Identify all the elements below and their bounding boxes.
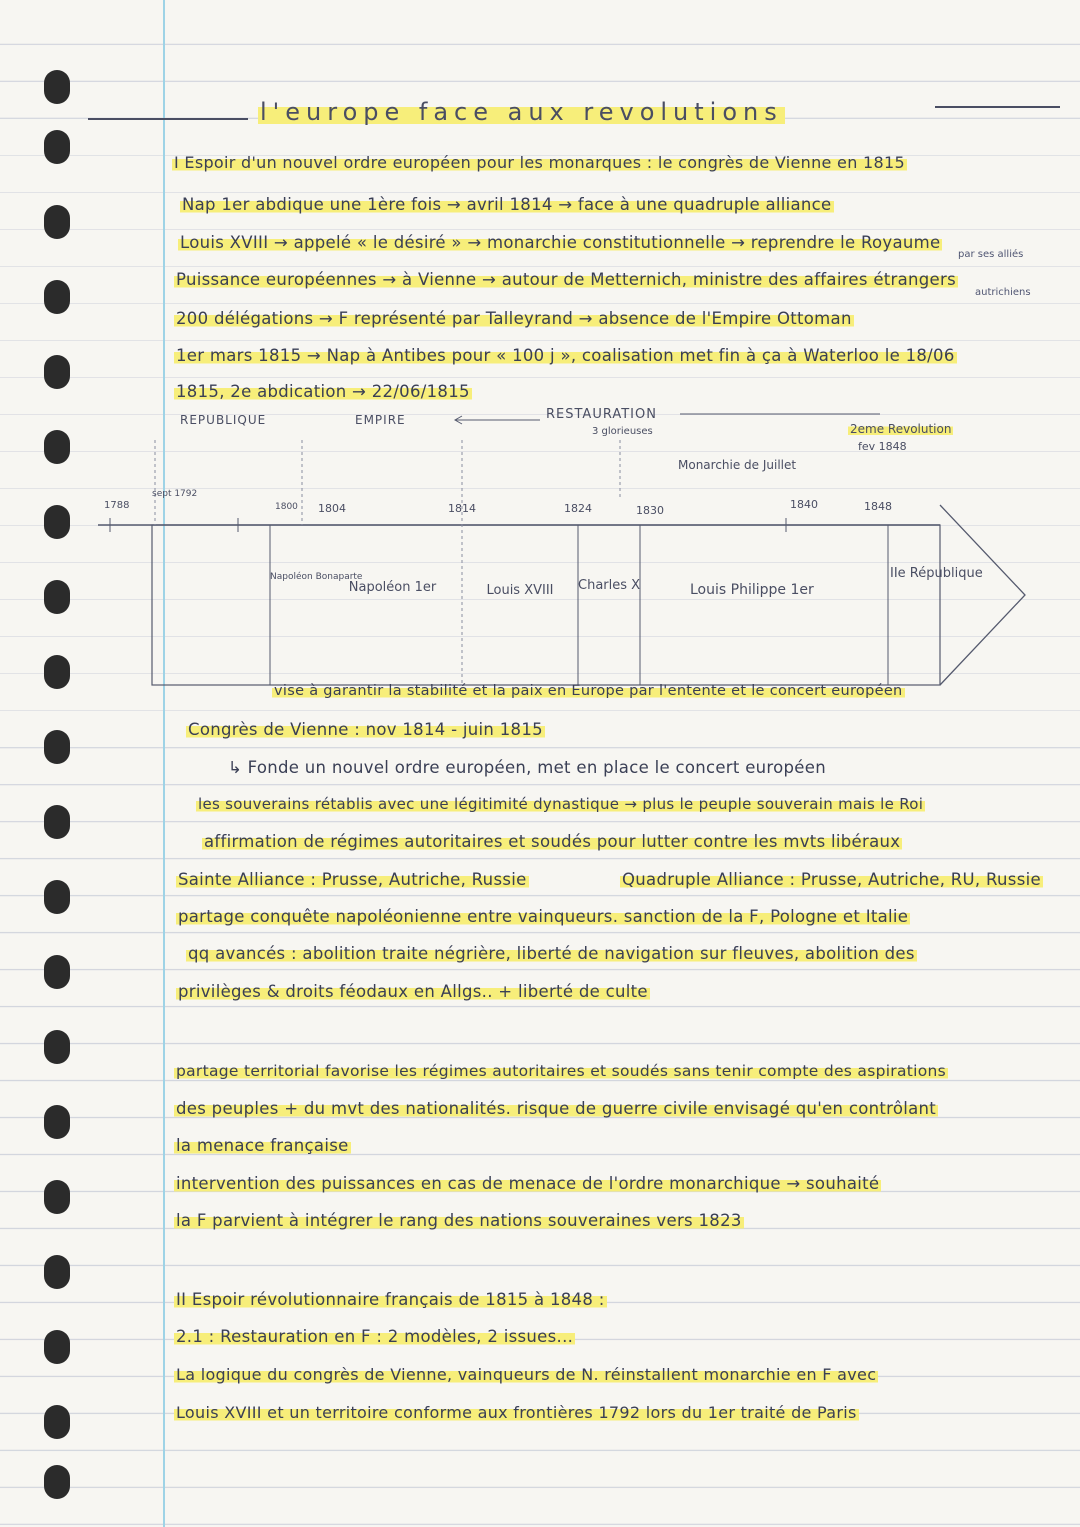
tl-year: 1824 [564, 502, 592, 515]
annotation-note: autrichiens [975, 287, 1031, 298]
binder-hole [44, 880, 70, 914]
binder-hole [44, 355, 70, 389]
section-2-subheading: 2.1 : Restauration en F : 2 modèles, 2 issues... [176, 1327, 574, 1346]
section-1-line: Puissance européennes → à Vienne → autour de Metternich, ministre des affaires étrangers [176, 270, 956, 289]
note-line: intervention des puissances en cas de menace de l'ordre monarchique → souhaité [176, 1174, 880, 1193]
section-1-heading: I Espoir d'un nouvel ordre européen pour les monarques : le congrès de Vienne en 1815 [174, 153, 905, 172]
section-1-line: 200 délégations → F représenté par Talleyrand → absence de l'Empire Ottoman [176, 309, 852, 328]
note-line: Louis XVIII et un territoire conforme aux frontières 1792 lors du 1er traité de Paris [176, 1403, 857, 1422]
note-line: ↳ Fonde un nouvel ordre européen, met en place le concert européen [228, 758, 826, 777]
note-line: La logique du congrès de Vienne, vainqueurs de N. réinstallent monarchie en F avec [176, 1365, 877, 1384]
tl-year: 1804 [318, 502, 346, 515]
binder-hole [44, 730, 70, 764]
tl-ruler-napoleon: Napoléon 1er [348, 580, 437, 595]
margin-line [163, 0, 165, 1527]
section-1-line: 1er mars 1815 → Nap à Antibes pour « 100 j », coalisation met fin à ça à Waterloo le 18/06 [176, 346, 955, 365]
note-line: qq avancés : abolition traite négrière, liberté de navigation sur fleuves, abolition des [188, 944, 915, 963]
note-line: Sainte Alliance : Prusse, Autriche, Russie [178, 870, 527, 889]
tl-header-fev: fev 1848 [858, 440, 907, 453]
binder-hole [44, 70, 70, 104]
section-1-line: Louis XVIII → appelé « le désiré » → monarchie constitutionnelle → reprendre le Royaume [180, 233, 941, 252]
note-line: la menace française [176, 1136, 349, 1155]
tl-header-republique: REPUBLIQUE [180, 413, 267, 427]
section-2-heading: II Espoir révolutionnaire français de 1815 à 1848 : [176, 1290, 605, 1309]
note-line: Quadruple Alliance : Prusse, Autriche, RU, Russie [622, 870, 1041, 889]
tl-ruler-republique: IIe République [890, 566, 983, 581]
title-rule-left [88, 118, 248, 120]
page-title: l'europe face aux revolutions [260, 98, 783, 126]
tl-header-juillet: Monarchie de Juillet [678, 458, 797, 472]
binder-hole [44, 1030, 70, 1064]
tl-year: 1788 [104, 500, 130, 511]
tl-header-empire: EMPIRE [355, 413, 406, 427]
annotation-note: par ses alliés [958, 249, 1024, 260]
tl-year: 1814 [448, 502, 476, 515]
binder-hole [44, 280, 70, 314]
binder-hole [44, 205, 70, 239]
tl-ruler-bonaparte: Napoléon Bonaparte [270, 572, 363, 582]
binder-hole [44, 1105, 70, 1139]
title-rule-right [935, 106, 1060, 108]
binder-hole [44, 1255, 70, 1289]
tl-year: 1830 [636, 504, 664, 517]
note-line: Congrès de Vienne : nov 1814 - juin 1815 [188, 720, 543, 739]
binder-hole [44, 805, 70, 839]
tl-header-revolution: 2eme Revolution [850, 422, 952, 436]
binder-hole [44, 1405, 70, 1439]
note-line: des peuples + du mvt des nationalités. risque de guerre civile envisagé qu'en contrôlant [176, 1099, 937, 1118]
timeline-arrowhead [940, 505, 1025, 685]
tl-year: 1840 [790, 498, 818, 511]
tl-year: 1800 [275, 502, 298, 512]
tl-ruler-louisphilippe: Louis Philippe 1er [690, 582, 814, 598]
tl-ruler-louis18: Louis XVIII [486, 583, 554, 598]
tl-year: sept 1792 [152, 489, 198, 499]
note-line: privilèges & droits féodaux en Allgs.. + liberté de culte [178, 982, 648, 1001]
note-line: partage conquête napoléonienne entre vainqueurs. sanction de la F, Pologne et Italie [178, 907, 909, 926]
binder-hole [44, 1465, 70, 1499]
note-line: partage territorial favorise les régimes autoritaires et soudés sans tenir compte des aspirations [176, 1062, 947, 1080]
note-line: la F parvient à intégrer le rang des nations souveraines vers 1823 [176, 1211, 742, 1230]
binder-hole [44, 955, 70, 989]
section-1-line: 1815, 2e abdication → 22/06/1815 [176, 382, 470, 401]
timeline-diagram [0, 400, 1080, 690]
section-1-line: Nap 1er abdique une 1ère fois → avril 1814 → face à une quadruple alliance [182, 195, 832, 214]
note-line: affirmation de régimes autoritaires et soudés pour lutter contre les mvts libéraux [204, 832, 901, 851]
note-line: vise à garantir la stabilité et la paix en Europe par l'entente et le concert européen [274, 683, 903, 699]
tl-header-restauration: RESTAURATION [546, 407, 657, 422]
tl-ruler-charles10: Charles X [578, 578, 641, 593]
binder-hole [44, 1180, 70, 1214]
binder-hole [44, 130, 70, 164]
note-line: les souverains rétablis avec une légitimité dynastique → plus le peuple souverain mais le Roi [198, 795, 924, 813]
tl-header-glorieuses: 3 glorieuses [592, 426, 653, 437]
tl-year: 1848 [864, 500, 892, 513]
binder-hole [44, 1330, 70, 1364]
